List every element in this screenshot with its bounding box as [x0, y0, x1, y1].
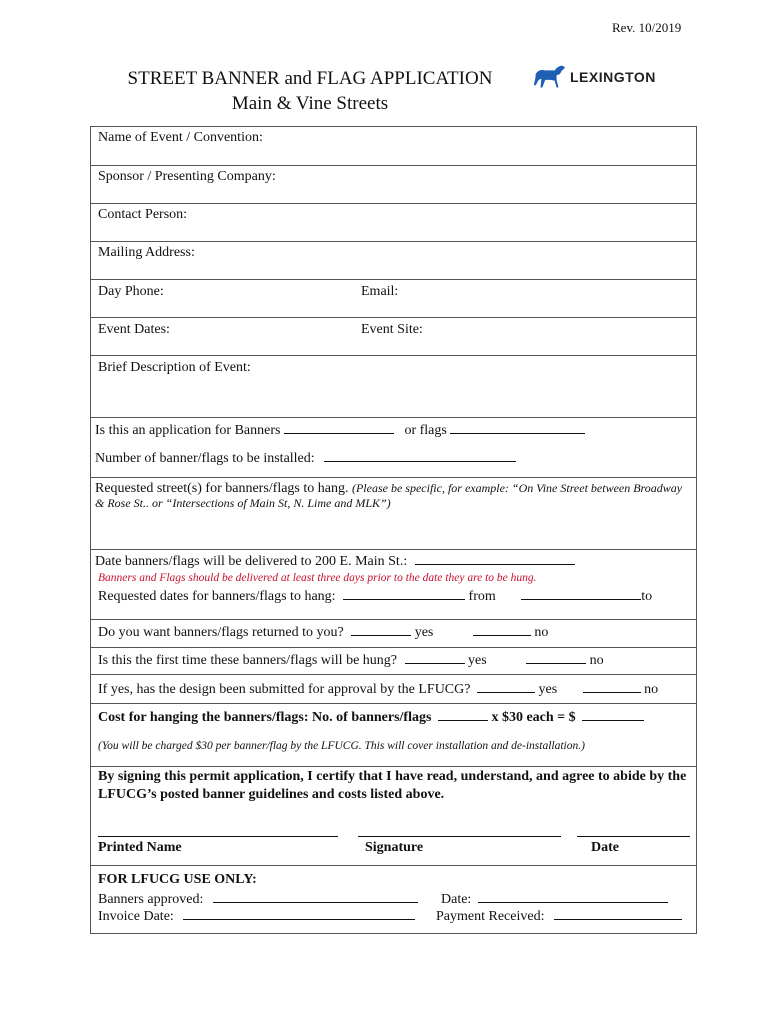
date-line[interactable] — [577, 836, 690, 837]
design-label: If yes, has the design been submitted for approval by the LFUCG? — [98, 682, 471, 697]
banners-approved-row — [98, 890, 418, 908]
delivery-question — [95, 552, 575, 570]
first-yes-blank[interactable] — [405, 651, 465, 664]
delivery-note: Banners and Flags should be delivered at least three days prior to the date they are to be hung. — [98, 572, 537, 584]
number-blank[interactable] — [324, 449, 516, 462]
from-label: from — [468, 589, 496, 604]
from-blank[interactable] — [343, 587, 465, 600]
number-question — [95, 449, 516, 467]
printed-name-line[interactable] — [98, 836, 338, 837]
flags-label: or flags — [404, 423, 447, 438]
delivery-label: Date banners/flags will be delivered to 200 E. Main St.: — [95, 554, 408, 569]
title-line-2: Main & Vine Streets — [231, 93, 389, 114]
banners-approved-label: Banners approved: — [98, 892, 204, 907]
flags-blank[interactable] — [450, 421, 585, 434]
banner-count-blank[interactable] — [438, 708, 488, 721]
contact-person-field[interactable]: Contact Person: — [98, 207, 188, 222]
design-question — [98, 680, 658, 698]
streets-label: Requested street(s) for banners/flags to hang. — [95, 481, 349, 496]
cost-label: Cost for hanging the banners/flags: No. of banners/flags — [98, 710, 432, 725]
dates-label: Requested dates for banners/flags to hang: — [98, 589, 336, 604]
design-no-label: no — [644, 682, 659, 697]
design-yes-label: yes — [538, 682, 558, 697]
number-question-label: Number of banner/flags to be installed: — [95, 451, 315, 466]
cost-line — [98, 708, 644, 726]
to-label: to — [641, 589, 653, 604]
payment-received-blank[interactable] — [554, 907, 682, 920]
returned-yes-label: yes — [414, 625, 434, 640]
lexington-logo — [530, 60, 670, 94]
event-site-field[interactable]: Event Site: — [361, 322, 423, 337]
office-date-row — [441, 890, 668, 908]
email-field[interactable]: Email: — [361, 284, 399, 299]
banners-approved-blank[interactable] — [213, 890, 418, 903]
returned-label: Do you want banners/flags returned to you? — [98, 625, 344, 640]
streets-hint: (Please be specific, for example: “On Vine Street between Broadway & Rose St.. or “Intersections of Main St, N. Lime and MLK”) — [95, 481, 683, 510]
signature-line[interactable] — [358, 836, 561, 837]
revision-label: Rev. 10/2019 — [612, 20, 682, 35]
dates-question — [98, 587, 652, 605]
payment-received-row — [436, 907, 682, 925]
logo-wordmark: LEXINGTON — [570, 69, 656, 85]
type-question-label: Is this an application for Banners — [95, 423, 281, 438]
invoice-date-blank[interactable] — [183, 907, 415, 920]
printed-name-label: Printed Name — [98, 840, 182, 855]
description-field[interactable]: Brief Description of Event: — [98, 360, 251, 375]
first-no-blank[interactable] — [526, 651, 586, 664]
design-yes-blank[interactable] — [477, 680, 535, 693]
invoice-date-row — [98, 907, 415, 925]
first-yes-label: yes — [468, 653, 487, 668]
invoice-date-label: Invoice Date: — [98, 909, 174, 924]
signature-label: Signature — [365, 840, 424, 855]
title-line-1: STREET BANNER and FLAG APPLICATION — [127, 68, 493, 89]
event-dates-field[interactable]: Event Dates: — [98, 322, 170, 337]
event-name-field[interactable]: Name of Event / Convention: — [98, 130, 263, 145]
returned-question — [98, 623, 548, 641]
type-question — [95, 421, 585, 439]
cost-rate: x $30 each = $ — [491, 710, 576, 725]
first-time-label: Is this the first time these banners/flags will be hung? — [98, 653, 397, 668]
streets-question[interactable] — [95, 481, 685, 511]
office-use-heading: FOR LFUCG USE ONLY: — [98, 872, 257, 887]
first-no-label: no — [589, 653, 604, 668]
design-no-blank[interactable] — [583, 680, 641, 693]
banners-blank[interactable] — [284, 421, 394, 434]
application-form — [90, 126, 697, 934]
office-date-label: Date: — [441, 892, 472, 907]
certification-text: By signing this permit application, I certify that I have read, understand, and agree to abide by the LFUCG’s posted banner guidelines and costs listed above. — [98, 769, 687, 802]
cost-note: (You will be charged $30 per banner/flag by the LFUCG. This will cover installation and de-installation.) — [98, 740, 585, 752]
returned-yes-blank[interactable] — [351, 623, 411, 636]
to-blank[interactable] — [521, 587, 641, 600]
total-cost-blank[interactable] — [582, 708, 644, 721]
returned-no-label: no — [534, 625, 549, 640]
date-label: Date — [591, 840, 619, 855]
payment-received-label: Payment Received: — [436, 909, 545, 924]
office-date-blank[interactable] — [478, 890, 668, 903]
first-time-question — [98, 651, 604, 669]
returned-no-blank[interactable] — [473, 623, 531, 636]
delivery-blank[interactable] — [415, 552, 575, 565]
mailing-address-field[interactable]: Mailing Address: — [98, 245, 195, 260]
day-phone-field[interactable]: Day Phone: — [98, 284, 164, 299]
page-title — [90, 66, 530, 116]
sponsor-field[interactable]: Sponsor / Presenting Company: — [98, 169, 276, 184]
horse-icon — [530, 62, 568, 92]
